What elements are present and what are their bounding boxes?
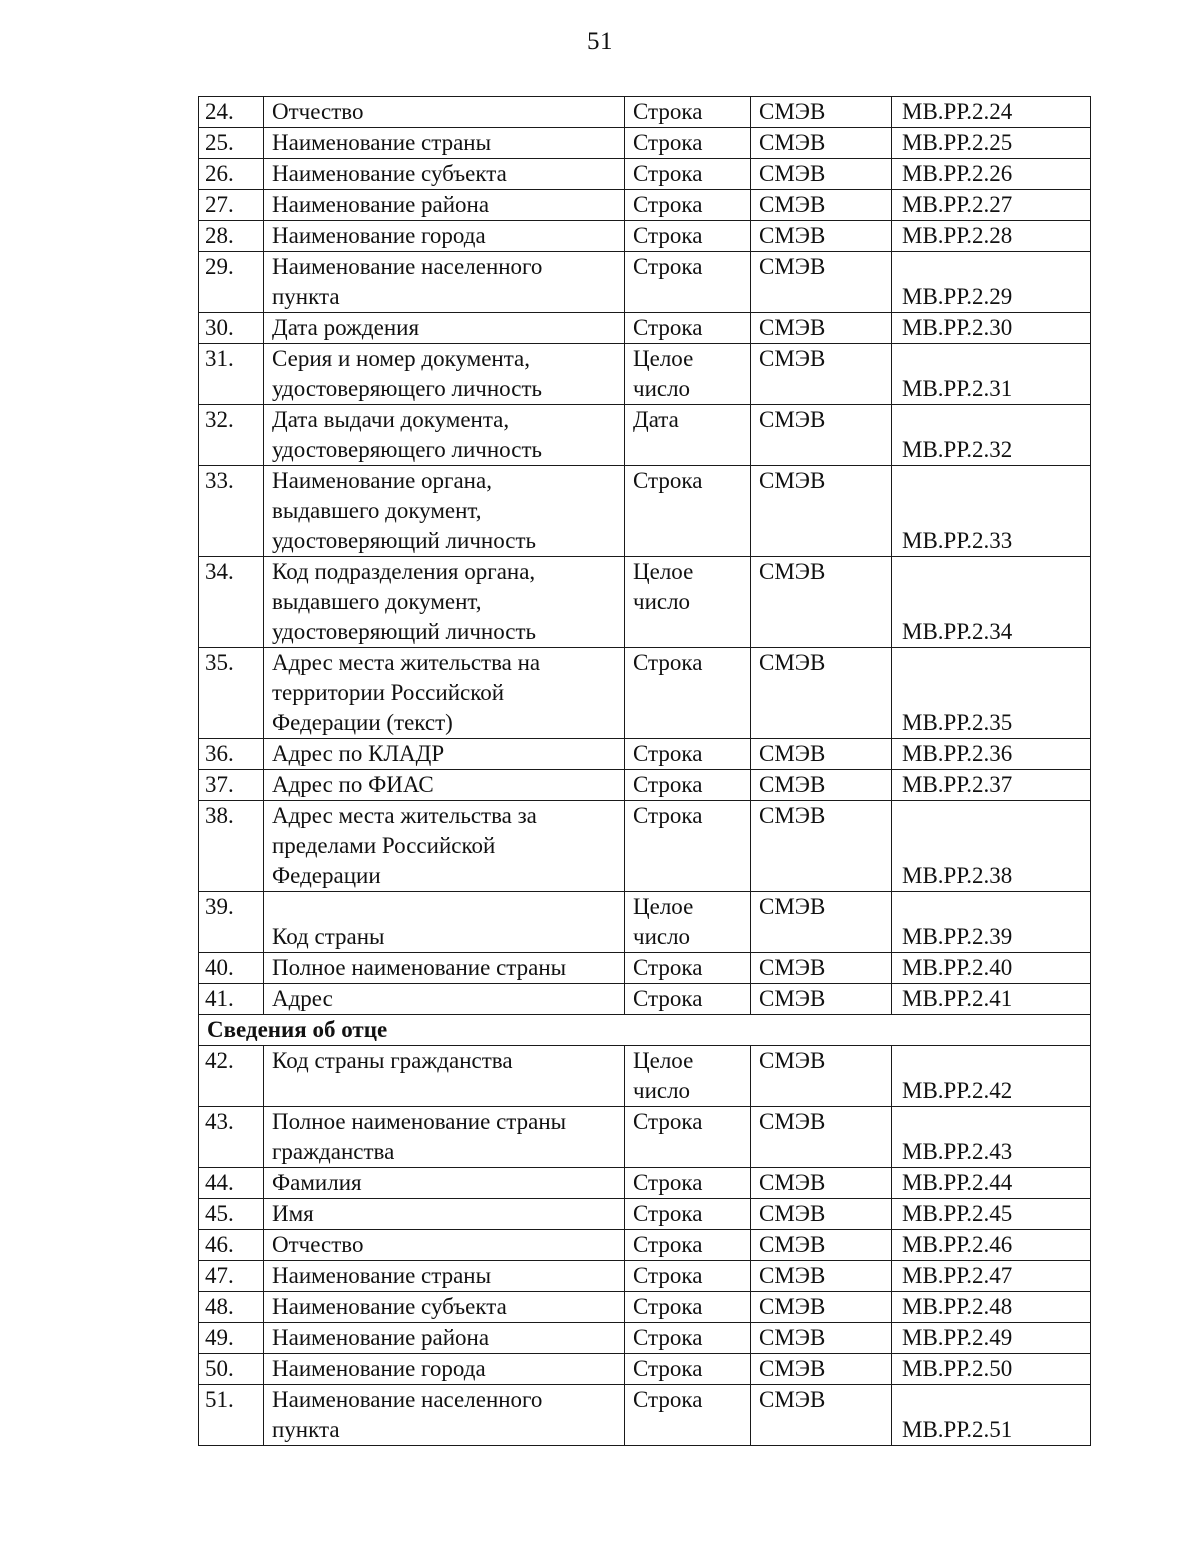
data-type-cell: Строка [625, 739, 751, 770]
data-type-cell: Строка [625, 953, 751, 984]
attribute-code-cell: МВ.РР.2.46 [892, 1230, 1091, 1261]
row-number-cell: 46. [199, 1230, 264, 1261]
attribute-name-cell: Полное наименование страны [264, 953, 625, 984]
attribute-code-cell: МВ.РР.2.29 [892, 252, 1091, 313]
source-cell: СМЭВ [751, 648, 892, 739]
data-type-cell: Целое число [625, 344, 751, 405]
data-type-cell: Строка [625, 1199, 751, 1230]
table-row [199, 190, 1091, 221]
attribute-code-cell: МВ.РР.2.51 [892, 1385, 1091, 1446]
row-number-cell: 42. [199, 1046, 264, 1107]
source-cell: СМЭВ [751, 221, 892, 252]
table-row [199, 648, 1091, 739]
source-cell: СМЭВ [751, 1107, 892, 1168]
row-number-cell: 49. [199, 1323, 264, 1354]
source-cell: СМЭВ [751, 1385, 892, 1446]
data-type-cell: Строка [625, 1168, 751, 1199]
row-number-cell: 40. [199, 953, 264, 984]
attribute-name-cell: Наименование города [264, 221, 625, 252]
attribute-code-cell: МВ.РР.2.36 [892, 739, 1091, 770]
attribute-code-cell: МВ.РР.2.26 [892, 159, 1091, 190]
data-type-cell: Строка [625, 984, 751, 1015]
table-row [199, 252, 1091, 313]
source-cell: СМЭВ [751, 313, 892, 344]
row-number-cell: 27. [199, 190, 264, 221]
section-title: Сведения об отце [199, 1015, 1091, 1046]
source-cell: СМЭВ [751, 159, 892, 190]
attributes-table-body [199, 97, 1091, 1446]
data-type-cell: Строка [625, 1323, 751, 1354]
data-type-cell: Целое число [625, 557, 751, 648]
attribute-name-cell: Адрес места жительства за пределами Российской Федерации [264, 801, 625, 892]
source-cell: СМЭВ [751, 466, 892, 557]
row-number-cell: 29. [199, 252, 264, 313]
source-cell: СМЭВ [751, 405, 892, 466]
attribute-name-cell: Адрес [264, 984, 625, 1015]
source-cell: СМЭВ [751, 128, 892, 159]
attribute-code-cell: МВ.РР.2.48 [892, 1292, 1091, 1323]
attribute-code-cell: МВ.РР.2.40 [892, 953, 1091, 984]
data-type-cell: Строка [625, 313, 751, 344]
table-row [199, 1323, 1091, 1354]
attribute-name-cell: Код страны гражданства [264, 1046, 625, 1107]
attribute-code-cell: МВ.РР.2.28 [892, 221, 1091, 252]
attribute-name-cell: Адрес по ФИАС [264, 770, 625, 801]
attribute-name-cell: Дата рождения [264, 313, 625, 344]
source-cell: СМЭВ [751, 1292, 892, 1323]
table-row [199, 1230, 1091, 1261]
table-row [199, 313, 1091, 344]
attribute-name-cell: Наименование страны [264, 1261, 625, 1292]
attribute-name-cell: Дата выдачи документа, удостоверяющего личность [264, 405, 625, 466]
row-number-cell: 31. [199, 344, 264, 405]
attribute-code-cell: МВ.РР.2.39 [892, 892, 1091, 953]
data-type-cell: Строка [625, 1292, 751, 1323]
attribute-code-cell: МВ.РР.2.34 [892, 557, 1091, 648]
table-row [199, 97, 1091, 128]
table-row [199, 159, 1091, 190]
table-row [199, 984, 1091, 1015]
attribute-code-cell: МВ.РР.2.27 [892, 190, 1091, 221]
row-number-cell: 25. [199, 128, 264, 159]
attribute-code-cell: МВ.РР.2.37 [892, 770, 1091, 801]
table-row [199, 770, 1091, 801]
row-number-cell: 44. [199, 1168, 264, 1199]
source-cell: СМЭВ [751, 770, 892, 801]
row-number-cell: 43. [199, 1107, 264, 1168]
data-type-cell: Целое число [625, 892, 751, 953]
source-cell: СМЭВ [751, 739, 892, 770]
attribute-name-cell: Фамилия [264, 1168, 625, 1199]
attribute-name-cell: Серия и номер документа, удостоверяющего личность [264, 344, 625, 405]
source-cell: СМЭВ [751, 1046, 892, 1107]
row-number-cell: 32. [199, 405, 264, 466]
row-number-cell: 35. [199, 648, 264, 739]
source-cell: СМЭВ [751, 1168, 892, 1199]
data-type-cell: Целое число [625, 1046, 751, 1107]
data-type-cell: Строка [625, 801, 751, 892]
row-number-cell: 26. [199, 159, 264, 190]
table-row [199, 1261, 1091, 1292]
attributes-table [198, 96, 1091, 1446]
attribute-code-cell: МВ.РР.2.47 [892, 1261, 1091, 1292]
source-cell: СМЭВ [751, 1199, 892, 1230]
table-row [199, 1046, 1091, 1107]
source-cell: СМЭВ [751, 1354, 892, 1385]
row-number-cell: 30. [199, 313, 264, 344]
source-cell: СМЭВ [751, 953, 892, 984]
attribute-code-cell: МВ.РР.2.49 [892, 1323, 1091, 1354]
row-number-cell: 36. [199, 739, 264, 770]
data-type-cell: Строка [625, 1385, 751, 1446]
row-number-cell: 34. [199, 557, 264, 648]
data-type-cell: Строка [625, 252, 751, 313]
row-number-cell: 47. [199, 1261, 264, 1292]
table-row [199, 1385, 1091, 1446]
attribute-code-cell: МВ.РР.2.45 [892, 1199, 1091, 1230]
attribute-name-cell: Адрес по КЛАДР [264, 739, 625, 770]
attribute-code-cell: МВ.РР.2.35 [892, 648, 1091, 739]
attribute-code-cell: МВ.РР.2.41 [892, 984, 1091, 1015]
table-row [199, 1292, 1091, 1323]
row-number-cell: 38. [199, 801, 264, 892]
data-type-cell: Строка [625, 221, 751, 252]
attribute-name-cell: Отчество [264, 1230, 625, 1261]
attribute-code-cell: МВ.РР.2.50 [892, 1354, 1091, 1385]
attribute-name-cell: Отчество [264, 97, 625, 128]
row-number-cell: 24. [199, 97, 264, 128]
source-cell: СМЭВ [751, 557, 892, 648]
row-number-cell: 28. [199, 221, 264, 252]
table-row [199, 557, 1091, 648]
table-row [199, 405, 1091, 466]
row-number-cell: 41. [199, 984, 264, 1015]
source-cell: СМЭВ [751, 1323, 892, 1354]
data-type-cell: Строка [625, 770, 751, 801]
source-cell: СМЭВ [751, 1261, 892, 1292]
data-type-cell: Строка [625, 159, 751, 190]
data-type-cell: Строка [625, 190, 751, 221]
table-row [199, 221, 1091, 252]
attribute-name-cell: Код подразделения органа, выдавшего документ, удостоверяющий личность [264, 557, 625, 648]
table-row [199, 801, 1091, 892]
source-cell: СМЭВ [751, 190, 892, 221]
table-row [199, 1168, 1091, 1199]
data-type-cell: Дата [625, 405, 751, 466]
source-cell: СМЭВ [751, 1230, 892, 1261]
source-cell: СМЭВ [751, 984, 892, 1015]
table-row [199, 128, 1091, 159]
source-cell: СМЭВ [751, 344, 892, 405]
attribute-name-cell: Полное наименование страны гражданства [264, 1107, 625, 1168]
attribute-code-cell: МВ.РР.2.32 [892, 405, 1091, 466]
table-row [199, 466, 1091, 557]
attribute-code-cell: МВ.РР.2.25 [892, 128, 1091, 159]
attribute-name-cell: Наименование органа, выдавшего документ, удостоверяющий личность [264, 466, 625, 557]
table-row [199, 344, 1091, 405]
attribute-name-cell: Наименование субъекта [264, 159, 625, 190]
attribute-name-cell: Код страны [264, 892, 625, 953]
data-type-cell: Строка [625, 128, 751, 159]
attribute-name-cell: Наименование района [264, 1323, 625, 1354]
data-type-cell: Строка [625, 1261, 751, 1292]
data-type-cell: Строка [625, 1230, 751, 1261]
source-cell: СМЭВ [751, 97, 892, 128]
data-type-cell: Строка [625, 1107, 751, 1168]
attribute-name-cell: Наименование района [264, 190, 625, 221]
row-number-cell: 48. [199, 1292, 264, 1323]
attribute-code-cell: МВ.РР.2.31 [892, 344, 1091, 405]
attribute-code-cell: МВ.РР.2.33 [892, 466, 1091, 557]
attribute-code-cell: МВ.РР.2.43 [892, 1107, 1091, 1168]
row-number-cell: 39. [199, 892, 264, 953]
attribute-code-cell: МВ.РР.2.24 [892, 97, 1091, 128]
section-row [199, 1015, 1091, 1046]
data-type-cell: Строка [625, 648, 751, 739]
row-number-cell: 45. [199, 1199, 264, 1230]
attribute-code-cell: МВ.РР.2.42 [892, 1046, 1091, 1107]
data-type-cell: Строка [625, 97, 751, 128]
attribute-name-cell: Адрес места жительства на территории Российской Федерации (текст) [264, 648, 625, 739]
attribute-code-cell: МВ.РР.2.44 [892, 1168, 1091, 1199]
table-row [199, 1199, 1091, 1230]
row-number-cell: 33. [199, 466, 264, 557]
table-row [199, 1354, 1091, 1385]
data-type-cell: Строка [625, 466, 751, 557]
attribute-name-cell: Наименование города [264, 1354, 625, 1385]
attribute-name-cell: Наименование субъекта [264, 1292, 625, 1323]
table-row [199, 953, 1091, 984]
attribute-name-cell: Наименование страны [264, 128, 625, 159]
data-type-cell: Строка [625, 1354, 751, 1385]
page-number: 51 [587, 28, 613, 55]
attribute-code-cell: МВ.РР.2.38 [892, 801, 1091, 892]
table-row [199, 739, 1091, 770]
attribute-name-cell: Наименование населенного пункта [264, 1385, 625, 1446]
row-number-cell: 50. [199, 1354, 264, 1385]
source-cell: СМЭВ [751, 892, 892, 953]
row-number-cell: 37. [199, 770, 264, 801]
row-number-cell: 51. [199, 1385, 264, 1446]
attribute-code-cell: МВ.РР.2.30 [892, 313, 1091, 344]
source-cell: СМЭВ [751, 801, 892, 892]
attribute-name-cell: Имя [264, 1199, 625, 1230]
source-cell: СМЭВ [751, 252, 892, 313]
table-row [199, 892, 1091, 953]
table-row [199, 1107, 1091, 1168]
attribute-name-cell: Наименование населенного пункта [264, 252, 625, 313]
